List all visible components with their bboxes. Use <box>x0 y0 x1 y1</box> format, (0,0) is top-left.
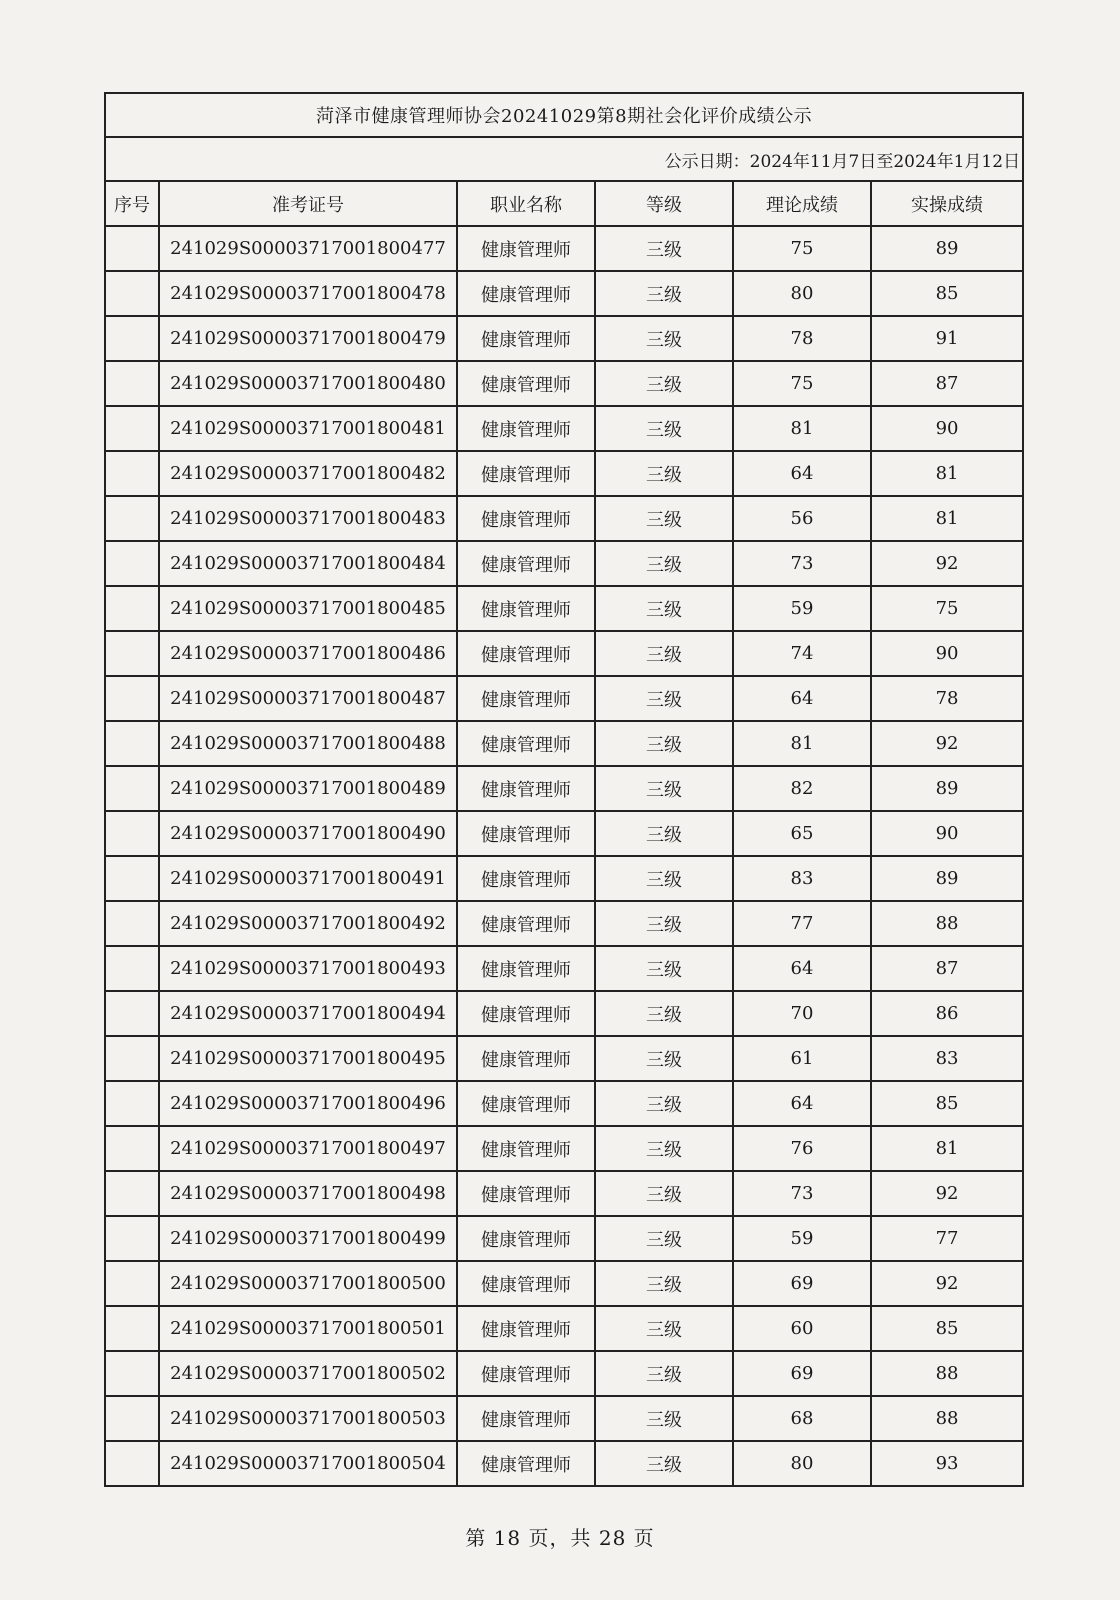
cell-theory-score: 82 <box>733 766 871 811</box>
cell-practice-score: 92 <box>871 541 1023 586</box>
cell-theory-score: 77 <box>733 901 871 946</box>
cell-level: 三级 <box>595 856 733 901</box>
table-row <box>105 1216 1023 1261</box>
cell-level: 三级 <box>595 586 733 631</box>
table-row <box>105 1306 1023 1351</box>
cell-exam-id: 241029S00003717001800487 <box>159 676 457 721</box>
cell-level: 三级 <box>595 1261 733 1306</box>
cell-theory-score: 68 <box>733 1396 871 1441</box>
cell-occupation: 健康管理师 <box>457 1306 595 1351</box>
cell-practice-score: 92 <box>871 1171 1023 1216</box>
cell-seq <box>105 1396 159 1441</box>
cell-exam-id: 241029S00003717001800496 <box>159 1081 457 1126</box>
cell-seq <box>105 316 159 361</box>
cell-seq <box>105 451 159 496</box>
cell-occupation: 健康管理师 <box>457 316 595 361</box>
cell-exam-id: 241029S00003717001800494 <box>159 991 457 1036</box>
cell-occupation: 健康管理师 <box>457 1261 595 1306</box>
cell-occupation: 健康管理师 <box>457 496 595 541</box>
cell-seq <box>105 901 159 946</box>
cell-theory-score: 60 <box>733 1306 871 1351</box>
cell-occupation: 健康管理师 <box>457 766 595 811</box>
cell-occupation: 健康管理师 <box>457 586 595 631</box>
cell-occupation: 健康管理师 <box>457 721 595 766</box>
cell-level: 三级 <box>595 496 733 541</box>
table-row <box>105 586 1023 631</box>
cell-seq <box>105 406 159 451</box>
table-title: 菏泽市健康管理师协会20241029第8期社会化评价成绩公示 <box>105 93 1023 137</box>
cell-theory-score: 69 <box>733 1351 871 1396</box>
cell-exam-id: 241029S00003717001800493 <box>159 946 457 991</box>
cell-practice-score: 78 <box>871 676 1023 721</box>
table-row <box>105 541 1023 586</box>
table-row <box>105 991 1023 1036</box>
cell-seq <box>105 991 159 1036</box>
cell-practice-score: 81 <box>871 1126 1023 1171</box>
cell-theory-score: 74 <box>733 631 871 676</box>
table-row <box>105 1126 1023 1171</box>
cell-practice-score: 92 <box>871 1261 1023 1306</box>
cell-theory-score: 73 <box>733 1171 871 1216</box>
table-row <box>105 811 1023 856</box>
table-row <box>105 451 1023 496</box>
cell-practice-score: 88 <box>871 1351 1023 1396</box>
cell-occupation: 健康管理师 <box>457 406 595 451</box>
cell-level: 三级 <box>595 901 733 946</box>
table-row <box>105 631 1023 676</box>
cell-practice-score: 90 <box>871 811 1023 856</box>
cell-theory-score: 76 <box>733 1126 871 1171</box>
cell-practice-score: 86 <box>871 991 1023 1036</box>
cell-practice-score: 81 <box>871 451 1023 496</box>
cell-seq <box>105 1306 159 1351</box>
cell-exam-id: 241029S00003717001800481 <box>159 406 457 451</box>
cell-seq <box>105 496 159 541</box>
cell-exam-id: 241029S00003717001800488 <box>159 721 457 766</box>
cell-occupation: 健康管理师 <box>457 271 595 316</box>
table-row <box>105 361 1023 406</box>
col-header-practice-score: 实操成绩 <box>871 181 1023 226</box>
cell-exam-id: 241029S00003717001800483 <box>159 496 457 541</box>
col-header-level: 等级 <box>595 181 733 226</box>
cell-theory-score: 80 <box>733 271 871 316</box>
cell-occupation: 健康管理师 <box>457 811 595 856</box>
cell-practice-score: 92 <box>871 721 1023 766</box>
cell-occupation: 健康管理师 <box>457 361 595 406</box>
cell-level: 三级 <box>595 766 733 811</box>
cell-theory-score: 83 <box>733 856 871 901</box>
cell-level: 三级 <box>595 631 733 676</box>
cell-practice-score: 85 <box>871 271 1023 316</box>
table-row <box>105 1261 1023 1306</box>
table-row <box>105 496 1023 541</box>
cell-exam-id: 241029S00003717001800492 <box>159 901 457 946</box>
cell-practice-score: 85 <box>871 1081 1023 1126</box>
cell-level: 三级 <box>595 1081 733 1126</box>
cell-level: 三级 <box>595 451 733 496</box>
cell-practice-score: 89 <box>871 856 1023 901</box>
cell-level: 三级 <box>595 676 733 721</box>
cell-seq <box>105 856 159 901</box>
cell-exam-id: 241029S00003717001800491 <box>159 856 457 901</box>
cell-level: 三级 <box>595 361 733 406</box>
cell-theory-score: 73 <box>733 541 871 586</box>
table-row <box>105 721 1023 766</box>
cell-seq <box>105 1351 159 1396</box>
cell-seq <box>105 1171 159 1216</box>
cell-theory-score: 59 <box>733 1216 871 1261</box>
cell-seq <box>105 811 159 856</box>
cell-seq <box>105 1216 159 1261</box>
cell-exam-id: 241029S00003717001800482 <box>159 451 457 496</box>
cell-theory-score: 75 <box>733 361 871 406</box>
cell-level: 三级 <box>595 946 733 991</box>
cell-theory-score: 59 <box>733 586 871 631</box>
cell-seq <box>105 541 159 586</box>
cell-seq <box>105 271 159 316</box>
cell-practice-score: 83 <box>871 1036 1023 1081</box>
page-number: 第 18 页，共 28 页 <box>465 1526 655 1550</box>
cell-practice-score: 81 <box>871 496 1023 541</box>
cell-occupation: 健康管理师 <box>457 1396 595 1441</box>
cell-level: 三级 <box>595 226 733 271</box>
cell-exam-id: 241029S00003717001800479 <box>159 316 457 361</box>
cell-practice-score: 93 <box>871 1441 1023 1486</box>
cell-level: 三级 <box>595 406 733 451</box>
cell-practice-score: 88 <box>871 1396 1023 1441</box>
table-row <box>105 226 1023 271</box>
cell-exam-id: 241029S00003717001800504 <box>159 1441 457 1486</box>
cell-occupation: 健康管理师 <box>457 946 595 991</box>
table-row <box>105 271 1023 316</box>
cell-occupation: 健康管理师 <box>457 1081 595 1126</box>
cell-theory-score: 81 <box>733 406 871 451</box>
cell-level: 三级 <box>595 271 733 316</box>
cell-theory-score: 61 <box>733 1036 871 1081</box>
cell-level: 三级 <box>595 1306 733 1351</box>
cell-theory-score: 70 <box>733 991 871 1036</box>
cell-exam-id: 241029S00003717001800499 <box>159 1216 457 1261</box>
publication-date: 公示日期：2024年11月7日至2024年1月12日 <box>105 137 1023 181</box>
cell-occupation: 健康管理师 <box>457 631 595 676</box>
cell-theory-score: 64 <box>733 1081 871 1126</box>
table-row <box>105 856 1023 901</box>
cell-level: 三级 <box>595 1036 733 1081</box>
cell-theory-score: 64 <box>733 946 871 991</box>
cell-level: 三级 <box>595 541 733 586</box>
cell-exam-id: 241029S00003717001800485 <box>159 586 457 631</box>
cell-level: 三级 <box>595 1171 733 1216</box>
table-row <box>105 1396 1023 1441</box>
cell-occupation: 健康管理师 <box>457 1216 595 1261</box>
cell-practice-score: 91 <box>871 316 1023 361</box>
cell-level: 三级 <box>595 1396 733 1441</box>
cell-theory-score: 64 <box>733 451 871 496</box>
cell-level: 三级 <box>595 316 733 361</box>
cell-exam-id: 241029S00003717001800490 <box>159 811 457 856</box>
col-header-occupation: 职业名称 <box>457 181 595 226</box>
table-row <box>105 946 1023 991</box>
cell-exam-id: 241029S00003717001800502 <box>159 1351 457 1396</box>
table-row <box>105 901 1023 946</box>
table-row <box>105 1171 1023 1216</box>
date-row <box>105 137 1023 181</box>
cell-occupation: 健康管理师 <box>457 541 595 586</box>
title-row <box>105 93 1023 137</box>
cell-level: 三级 <box>595 811 733 856</box>
cell-seq <box>105 226 159 271</box>
cell-seq <box>105 676 159 721</box>
cell-exam-id: 241029S00003717001800489 <box>159 766 457 811</box>
table-row <box>105 1351 1023 1396</box>
cell-theory-score: 65 <box>733 811 871 856</box>
cell-theory-score: 69 <box>733 1261 871 1306</box>
results-table <box>104 92 1024 1487</box>
cell-practice-score: 90 <box>871 631 1023 676</box>
cell-practice-score: 88 <box>871 901 1023 946</box>
cell-practice-score: 89 <box>871 226 1023 271</box>
cell-practice-score: 85 <box>871 1306 1023 1351</box>
table-row <box>105 316 1023 361</box>
cell-occupation: 健康管理师 <box>457 1171 595 1216</box>
cell-practice-score: 90 <box>871 406 1023 451</box>
table-row <box>105 1081 1023 1126</box>
cell-seq <box>105 1036 159 1081</box>
table-row <box>105 406 1023 451</box>
cell-level: 三级 <box>595 1351 733 1396</box>
cell-theory-score: 81 <box>733 721 871 766</box>
cell-exam-id: 241029S00003717001800486 <box>159 631 457 676</box>
cell-occupation: 健康管理师 <box>457 676 595 721</box>
cell-level: 三级 <box>595 1216 733 1261</box>
cell-seq <box>105 586 159 631</box>
cell-occupation: 健康管理师 <box>457 1441 595 1486</box>
table-row <box>105 766 1023 811</box>
cell-practice-score: 89 <box>871 766 1023 811</box>
cell-practice-score: 87 <box>871 361 1023 406</box>
col-header-theory-score: 理论成绩 <box>733 181 871 226</box>
cell-seq <box>105 361 159 406</box>
cell-theory-score: 56 <box>733 496 871 541</box>
cell-seq <box>105 721 159 766</box>
cell-occupation: 健康管理师 <box>457 1351 595 1396</box>
cell-exam-id: 241029S00003717001800480 <box>159 361 457 406</box>
cell-occupation: 健康管理师 <box>457 856 595 901</box>
cell-occupation: 健康管理师 <box>457 226 595 271</box>
cell-occupation: 健康管理师 <box>457 991 595 1036</box>
cell-exam-id: 241029S00003717001800498 <box>159 1171 457 1216</box>
cell-exam-id: 241029S00003717001800503 <box>159 1396 457 1441</box>
cell-theory-score: 75 <box>733 226 871 271</box>
cell-practice-score: 75 <box>871 586 1023 631</box>
col-header-seq: 序号 <box>105 181 159 226</box>
cell-seq <box>105 1126 159 1171</box>
cell-occupation: 健康管理师 <box>457 1036 595 1081</box>
cell-exam-id: 241029S00003717001800478 <box>159 271 457 316</box>
cell-occupation: 健康管理师 <box>457 901 595 946</box>
cell-level: 三级 <box>595 1441 733 1486</box>
cell-level: 三级 <box>595 721 733 766</box>
cell-exam-id: 241029S00003717001800484 <box>159 541 457 586</box>
cell-level: 三级 <box>595 991 733 1036</box>
cell-theory-score: 80 <box>733 1441 871 1486</box>
table-row <box>105 1036 1023 1081</box>
cell-level: 三级 <box>595 1126 733 1171</box>
cell-practice-score: 77 <box>871 1216 1023 1261</box>
cell-seq <box>105 1081 159 1126</box>
cell-practice-score: 87 <box>871 946 1023 991</box>
cell-theory-score: 64 <box>733 676 871 721</box>
cell-seq <box>105 631 159 676</box>
cell-exam-id: 241029S00003717001800497 <box>159 1126 457 1171</box>
cell-exam-id: 241029S00003717001800477 <box>159 226 457 271</box>
cell-exam-id: 241029S00003717001800500 <box>159 1261 457 1306</box>
cell-seq <box>105 1441 159 1486</box>
cell-exam-id: 241029S00003717001800495 <box>159 1036 457 1081</box>
cell-seq <box>105 766 159 811</box>
cell-occupation: 健康管理师 <box>457 1126 595 1171</box>
col-header-exam-id: 准考证号 <box>159 181 457 226</box>
cell-seq <box>105 946 159 991</box>
cell-seq <box>105 1261 159 1306</box>
cell-occupation: 健康管理师 <box>457 451 595 496</box>
table-row <box>105 676 1023 721</box>
header-row <box>105 181 1023 226</box>
cell-exam-id: 241029S00003717001800501 <box>159 1306 457 1351</box>
table-row <box>105 1441 1023 1486</box>
cell-theory-score: 78 <box>733 316 871 361</box>
